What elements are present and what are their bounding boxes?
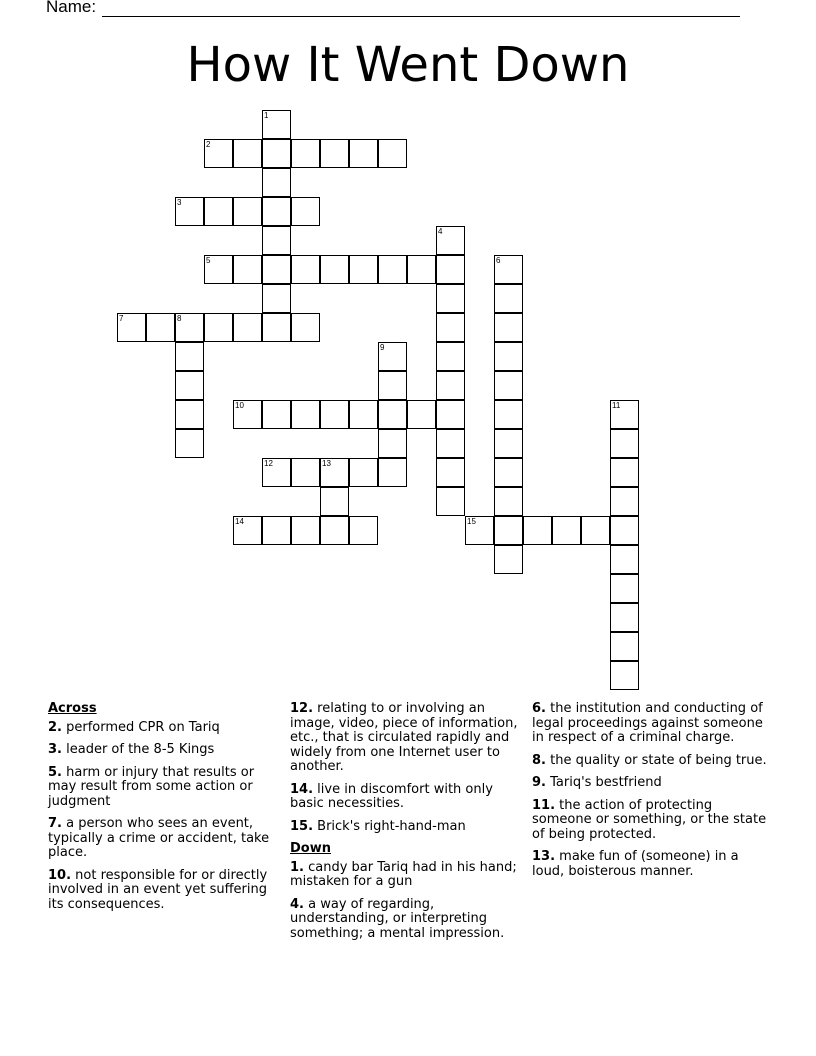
grid-cell[interactable] xyxy=(204,313,233,342)
grid-cell[interactable] xyxy=(262,255,291,284)
cell-number: 13 xyxy=(322,459,331,468)
grid-cell[interactable] xyxy=(233,313,262,342)
grid-cell[interactable] xyxy=(262,400,291,429)
grid-cell[interactable] xyxy=(494,516,523,545)
grid-cell[interactable] xyxy=(291,139,320,168)
grid-cell[interactable] xyxy=(233,516,262,545)
grid-cell[interactable] xyxy=(494,342,523,371)
clues-column-3 xyxy=(532,702,768,887)
grid-cell[interactable] xyxy=(436,313,465,342)
grid-cell[interactable] xyxy=(320,458,349,487)
grid-cell[interactable] xyxy=(378,371,407,400)
down-heading: Down xyxy=(290,841,331,856)
grid-cell[interactable] xyxy=(494,487,523,516)
name-label: Name: xyxy=(46,0,97,16)
grid-cell[interactable] xyxy=(320,255,349,284)
clue-down-11: 11. the action of protecting someone or something, or the state of being protected. xyxy=(532,797,767,842)
grid-cell[interactable] xyxy=(349,139,378,168)
grid-cell[interactable] xyxy=(436,371,465,400)
grid-cell[interactable] xyxy=(494,400,523,429)
cell-number: 6 xyxy=(496,256,501,265)
grid-cell[interactable] xyxy=(349,400,378,429)
grid-cell[interactable] xyxy=(117,313,146,342)
grid-cell[interactable] xyxy=(175,197,204,226)
clue-across-2: 2. performed CPR on Tariq xyxy=(48,719,220,735)
grid-cell[interactable] xyxy=(146,313,175,342)
grid-cell[interactable] xyxy=(262,168,291,197)
grid-cell[interactable] xyxy=(175,371,204,400)
grid-cell[interactable] xyxy=(320,487,349,516)
grid-cell[interactable] xyxy=(175,342,204,371)
cell-number: 3 xyxy=(177,198,182,207)
puzzle-title: How It Went Down xyxy=(186,37,630,93)
grid-cell[interactable] xyxy=(436,487,465,516)
grid-cell[interactable] xyxy=(320,400,349,429)
grid-cell[interactable] xyxy=(436,226,465,255)
cell-number: 10 xyxy=(235,401,244,410)
grid-cell[interactable] xyxy=(233,197,262,226)
grid-cell[interactable] xyxy=(175,429,204,458)
grid-cell[interactable] xyxy=(262,139,291,168)
clue-across-15: 15. Brick's right-hand-man xyxy=(290,818,466,834)
grid-cell[interactable] xyxy=(436,255,465,284)
cell-number: 15 xyxy=(467,517,476,526)
grid-cell[interactable] xyxy=(610,661,639,690)
clue-across-12: 12. relating to or involving an image, video, piece of information, etc., that is circulated rapidly and widely from one Internet user to another. xyxy=(290,701,518,774)
grid-cell[interactable] xyxy=(262,110,291,139)
grid-cell[interactable] xyxy=(378,139,407,168)
grid-cell[interactable] xyxy=(320,139,349,168)
grid-cell[interactable] xyxy=(436,429,465,458)
clues-column-1 xyxy=(48,702,284,920)
grid-cell[interactable] xyxy=(494,429,523,458)
grid-cell[interactable] xyxy=(494,255,523,284)
clue-down-9: 9. Tariq's bestfriend xyxy=(532,775,662,790)
grid-cell[interactable] xyxy=(291,516,320,545)
grid-cell[interactable] xyxy=(291,313,320,342)
clue-down-13: 13. make fun of (someone) in a loud, boisterous manner. xyxy=(532,849,739,879)
clue-across-5: 5. harm or injury that results or may result from some action or judgment xyxy=(48,764,255,809)
grid-cell[interactable] xyxy=(233,139,262,168)
cell-number: 1 xyxy=(264,111,269,120)
clue-across-10: 10. not responsible for or directly involved in an event yet suffering its consequences. xyxy=(48,867,268,912)
clue-across-7: 7. a person who sees an event, typically a crime or accident, take place. xyxy=(48,816,270,860)
grid-cell[interactable] xyxy=(262,284,291,313)
grid-cell[interactable] xyxy=(494,458,523,487)
grid-cell[interactable] xyxy=(436,458,465,487)
grid-cell[interactable] xyxy=(436,284,465,313)
grid-cell[interactable] xyxy=(204,139,233,168)
grid-cell[interactable] xyxy=(610,429,639,458)
clues-column-2 xyxy=(290,702,526,949)
grid-cell[interactable] xyxy=(610,487,639,516)
grid-cell[interactable] xyxy=(610,632,639,661)
grid-cell[interactable] xyxy=(436,342,465,371)
grid-cell[interactable] xyxy=(291,458,320,487)
grid-cell[interactable] xyxy=(233,255,262,284)
grid-cell[interactable] xyxy=(378,400,407,429)
grid-cell[interactable] xyxy=(610,574,639,603)
grid-cell[interactable] xyxy=(610,603,639,632)
cell-number: 4 xyxy=(438,227,443,236)
grid-cell[interactable] xyxy=(378,342,407,371)
grid-cell[interactable] xyxy=(320,516,349,545)
clue-across-14: 14. live in discomfort with only basic necessities. xyxy=(290,781,493,811)
grid-cell[interactable] xyxy=(494,284,523,313)
grid-cell[interactable] xyxy=(349,255,378,284)
grid-cell[interactable] xyxy=(523,516,552,545)
cell-number: 2 xyxy=(206,140,211,149)
cell-number: 14 xyxy=(235,517,244,526)
grid-cell[interactable] xyxy=(175,313,204,342)
grid-cell[interactable] xyxy=(494,371,523,400)
grid-cell[interactable] xyxy=(349,458,378,487)
grid-cell[interactable] xyxy=(610,516,639,545)
clue-across-3: 3. leader of the 8-5 Kings xyxy=(48,742,215,757)
clue-down-4: 4. a way of regarding, understanding, or interpreting something; a mental impression. xyxy=(290,896,505,941)
grid-cell[interactable] xyxy=(407,400,436,429)
grid-cell[interactable] xyxy=(262,197,291,226)
grid-cell[interactable] xyxy=(204,197,233,226)
grid-cell[interactable] xyxy=(610,545,639,574)
grid-cell[interactable] xyxy=(378,255,407,284)
grid-cell[interactable] xyxy=(494,545,523,574)
grid-cell[interactable] xyxy=(262,226,291,255)
grid-cell[interactable] xyxy=(204,255,233,284)
grid-cell[interactable] xyxy=(262,458,291,487)
cell-number: 12 xyxy=(264,459,273,468)
grid-cell[interactable] xyxy=(610,400,639,429)
grid-cell[interactable] xyxy=(175,400,204,429)
cell-number: 11 xyxy=(612,401,621,410)
clue-down-8: 8. the quality or state of being true. xyxy=(532,752,767,768)
grid-cell[interactable] xyxy=(262,516,291,545)
cell-number: 5 xyxy=(206,256,211,265)
grid-cell[interactable] xyxy=(349,516,378,545)
grid-cell[interactable] xyxy=(552,516,581,545)
cell-number: 7 xyxy=(119,314,124,323)
grid-cell[interactable] xyxy=(378,458,407,487)
grid-cell[interactable] xyxy=(233,400,262,429)
clue-down-1: 1. candy bar Tariq had in his hand; mistaken for a gun xyxy=(290,859,517,889)
grid-cell[interactable] xyxy=(436,400,465,429)
grid-cell[interactable] xyxy=(610,458,639,487)
grid-cell[interactable] xyxy=(378,429,407,458)
across-heading: Across xyxy=(48,701,97,716)
grid-cell[interactable] xyxy=(291,197,320,226)
grid-cell[interactable] xyxy=(291,255,320,284)
grid-cell[interactable] xyxy=(407,255,436,284)
grid-cell[interactable] xyxy=(494,313,523,342)
cell-number: 8 xyxy=(177,314,182,323)
clue-down-6: 6. the institution and conducting of legal proceedings against someone in respect of a criminal charge. xyxy=(532,701,763,745)
cell-number: 9 xyxy=(380,343,385,352)
grid-cell[interactable] xyxy=(465,516,494,545)
grid-cell[interactable] xyxy=(581,516,610,545)
grid-cell[interactable] xyxy=(262,313,291,342)
grid-cell[interactable] xyxy=(291,400,320,429)
